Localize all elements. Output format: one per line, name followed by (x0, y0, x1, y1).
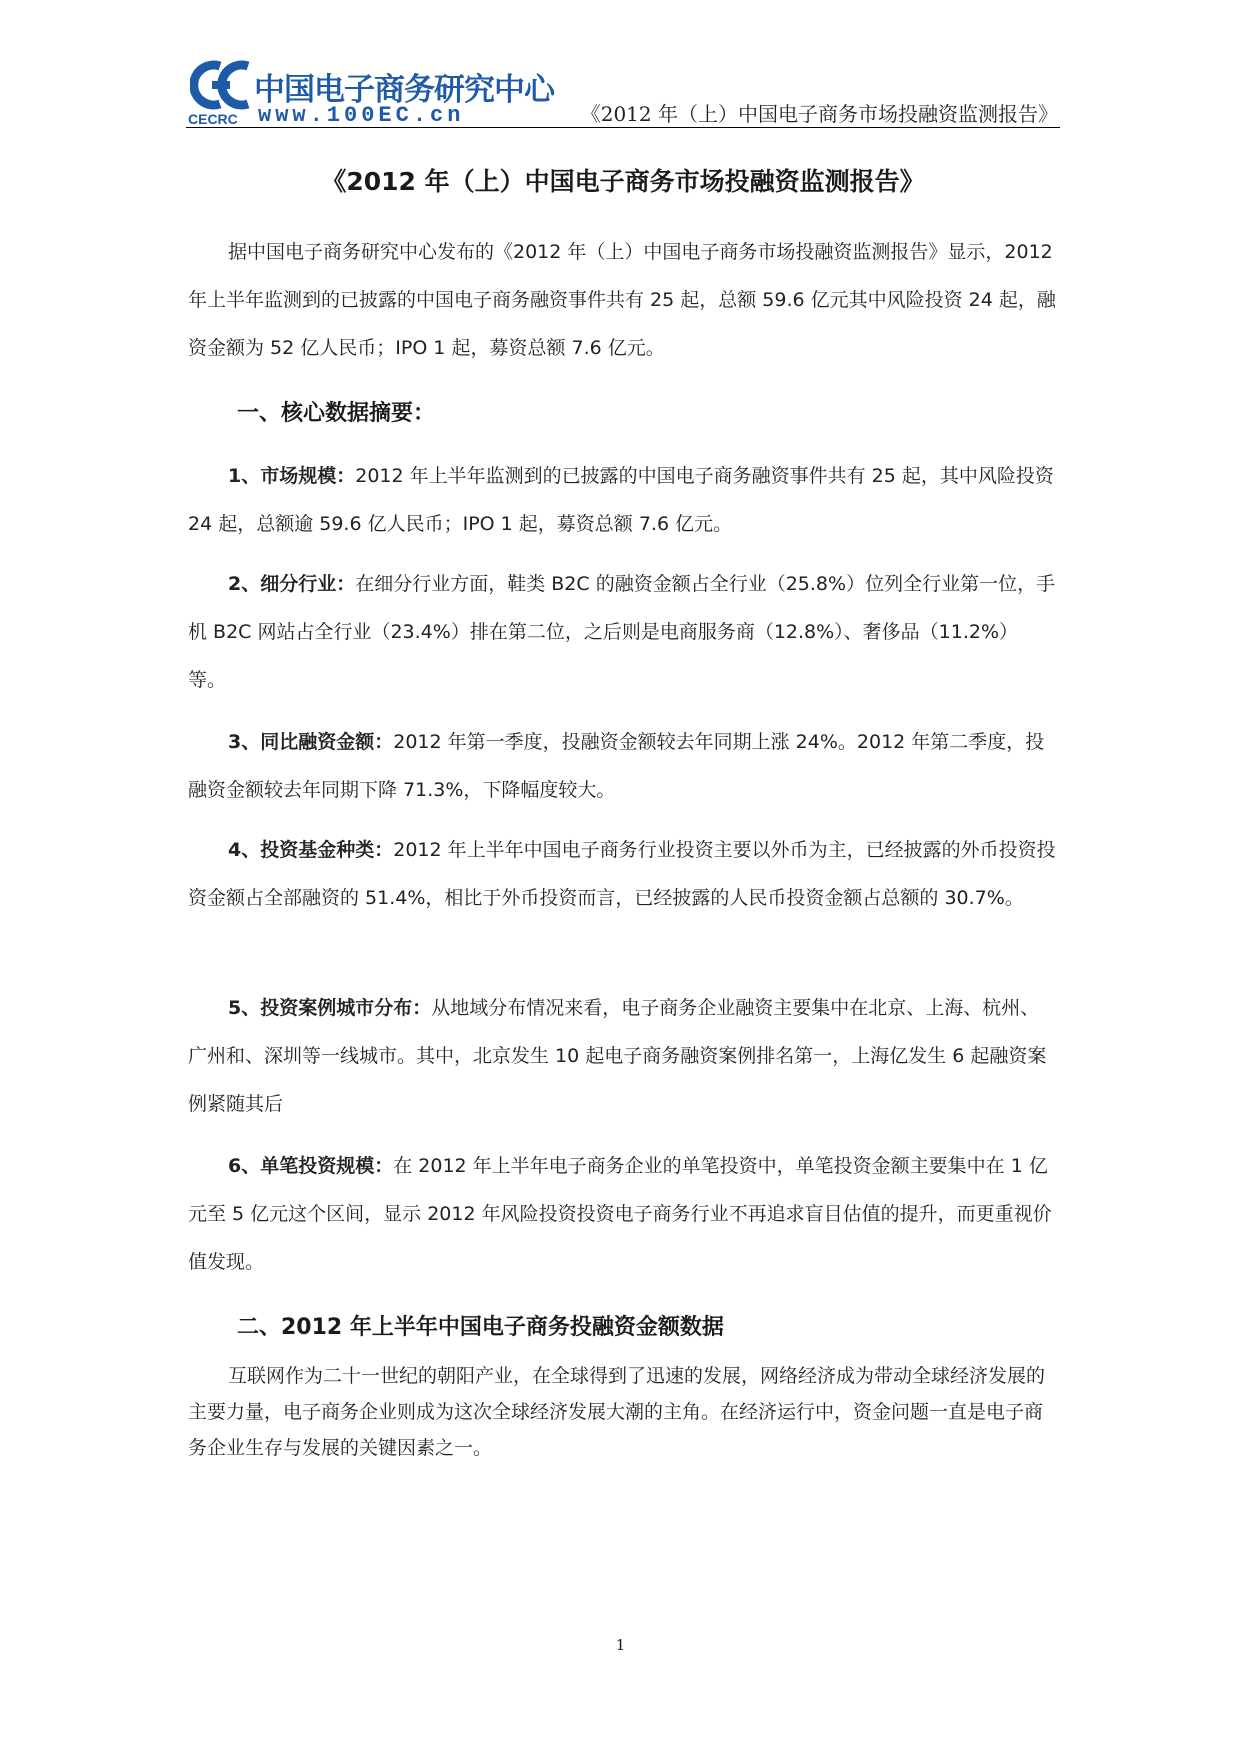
logo-chinese-name: 中国电子商务研究中心 (254, 72, 554, 108)
summary-item-label: 4、投资基金种类： (228, 839, 394, 861)
summary-item-label: 3、同比融资金额： (228, 731, 394, 753)
summary-item-5 (188, 984, 1056, 1128)
summary-item-label: 6、单笔投资规模： (228, 1155, 394, 1177)
summary-item-2 (188, 560, 1056, 704)
summary-item-6 (188, 1142, 1056, 1286)
cecrc-logo (188, 58, 554, 128)
summary-item-4 (188, 826, 1056, 922)
section2-heading: 二、2012 年上半年中国电子商务投融资金额数据 (237, 1315, 724, 1340)
summary-item-text: 2012 年上半年中国电子商务行业投资主要以外币为主，已经披露的外币投资投资金额占全部融资的 51.4%，相比于外币投资而言，已经披露的人民币投资金额占总额的 30.7%。 (188, 839, 1056, 909)
cecrc-logo-icon (190, 60, 254, 110)
document-title: 《2012 年（上）中国电子商务市场投融资监测报告》 (321, 167, 925, 196)
page-number: 1 (615, 1636, 626, 1654)
summary-item-3 (188, 718, 1056, 814)
summary-item-text: 在细分行业方面，鞋类 B2C 的融资金额占全行业（25.8%）位列全行业第一位，手机 B2C 网站占全行业（23.4%）排在第二位，之后则是电商服务商（12.8%）、奢侈品（11.2%）等。 (188, 573, 1056, 691)
section2-paragraph: 互联网作为二十一世纪的朝阳产业，在全球得到了迅速的发展，网络经济成为带动全球经济发展的主要力量，电子商务企业则成为这次全球经济发展大潮的主角。在经济运行中，资金问题一直是电子商务企业生存与发展的关键因素之一。 (188, 1365, 1046, 1459)
summary-item-text: 在 2012 年上半年电子商务企业的单笔投资中，单笔投资金额主要集中在 1 亿元至 5 亿元这个区间，显示 2012 年风险投资投资电子商务行业不再追求盲目估值的提升，而更重视价值发现。 (188, 1155, 1052, 1273)
summary-item-text: 从地域分布情况来看，电子商务企业融资主要集中在北京、上海、杭州、广州和、深圳等一线城市。其中，北京发生 10 起电子商务融资案例排名第一，上海亿发生 6 起融资案例紧随其后 (188, 997, 1047, 1115)
header-divider (186, 127, 1060, 128)
logo-url: www.100EC.cn (258, 103, 465, 128)
logo-abbreviation: CECRC (188, 111, 238, 127)
summary-item-text: 2012 年上半年监测到的已披露的中国电子商务融资事件共有 25 起，其中风险投资 24 起，总额逾 59.6 亿人民币；IPO 1 起，募资总额 7.6 亿元。 (188, 465, 1054, 535)
page-header (188, 52, 1058, 128)
summary-item-text: 2012 年第一季度，投融资金额较去年同期上涨 24%。2012 年第二季度，投融资金额较去年同期下降 71.3%，下降幅度较大。 (188, 731, 1045, 801)
section1-heading: 一、核心数据摘要： (237, 401, 436, 426)
summary-item-label: 1、市场规模： (228, 465, 356, 487)
intro-paragraph: 据中国电子商务研究中心发布的《2012 年（上）中国电子商务市场投融资监测报告》显示，2012 年上半年监测到的已披露的中国电子商务融资事件共有 25 起，总额 59.6 亿元其中风险投资 24 起，融资金额为 52 亿人民币；IPO 1 起，募资总额 7.6 亿元。 (188, 241, 1056, 359)
running-title: 《2012 年（上）中国电子商务市场投融资监测报告》 (580, 102, 1058, 126)
summary-item-label: 2、细分行业： (228, 573, 356, 595)
summary-item-1 (188, 452, 1056, 548)
summary-item-label: 5、投资案例城市分布： (228, 997, 432, 1019)
